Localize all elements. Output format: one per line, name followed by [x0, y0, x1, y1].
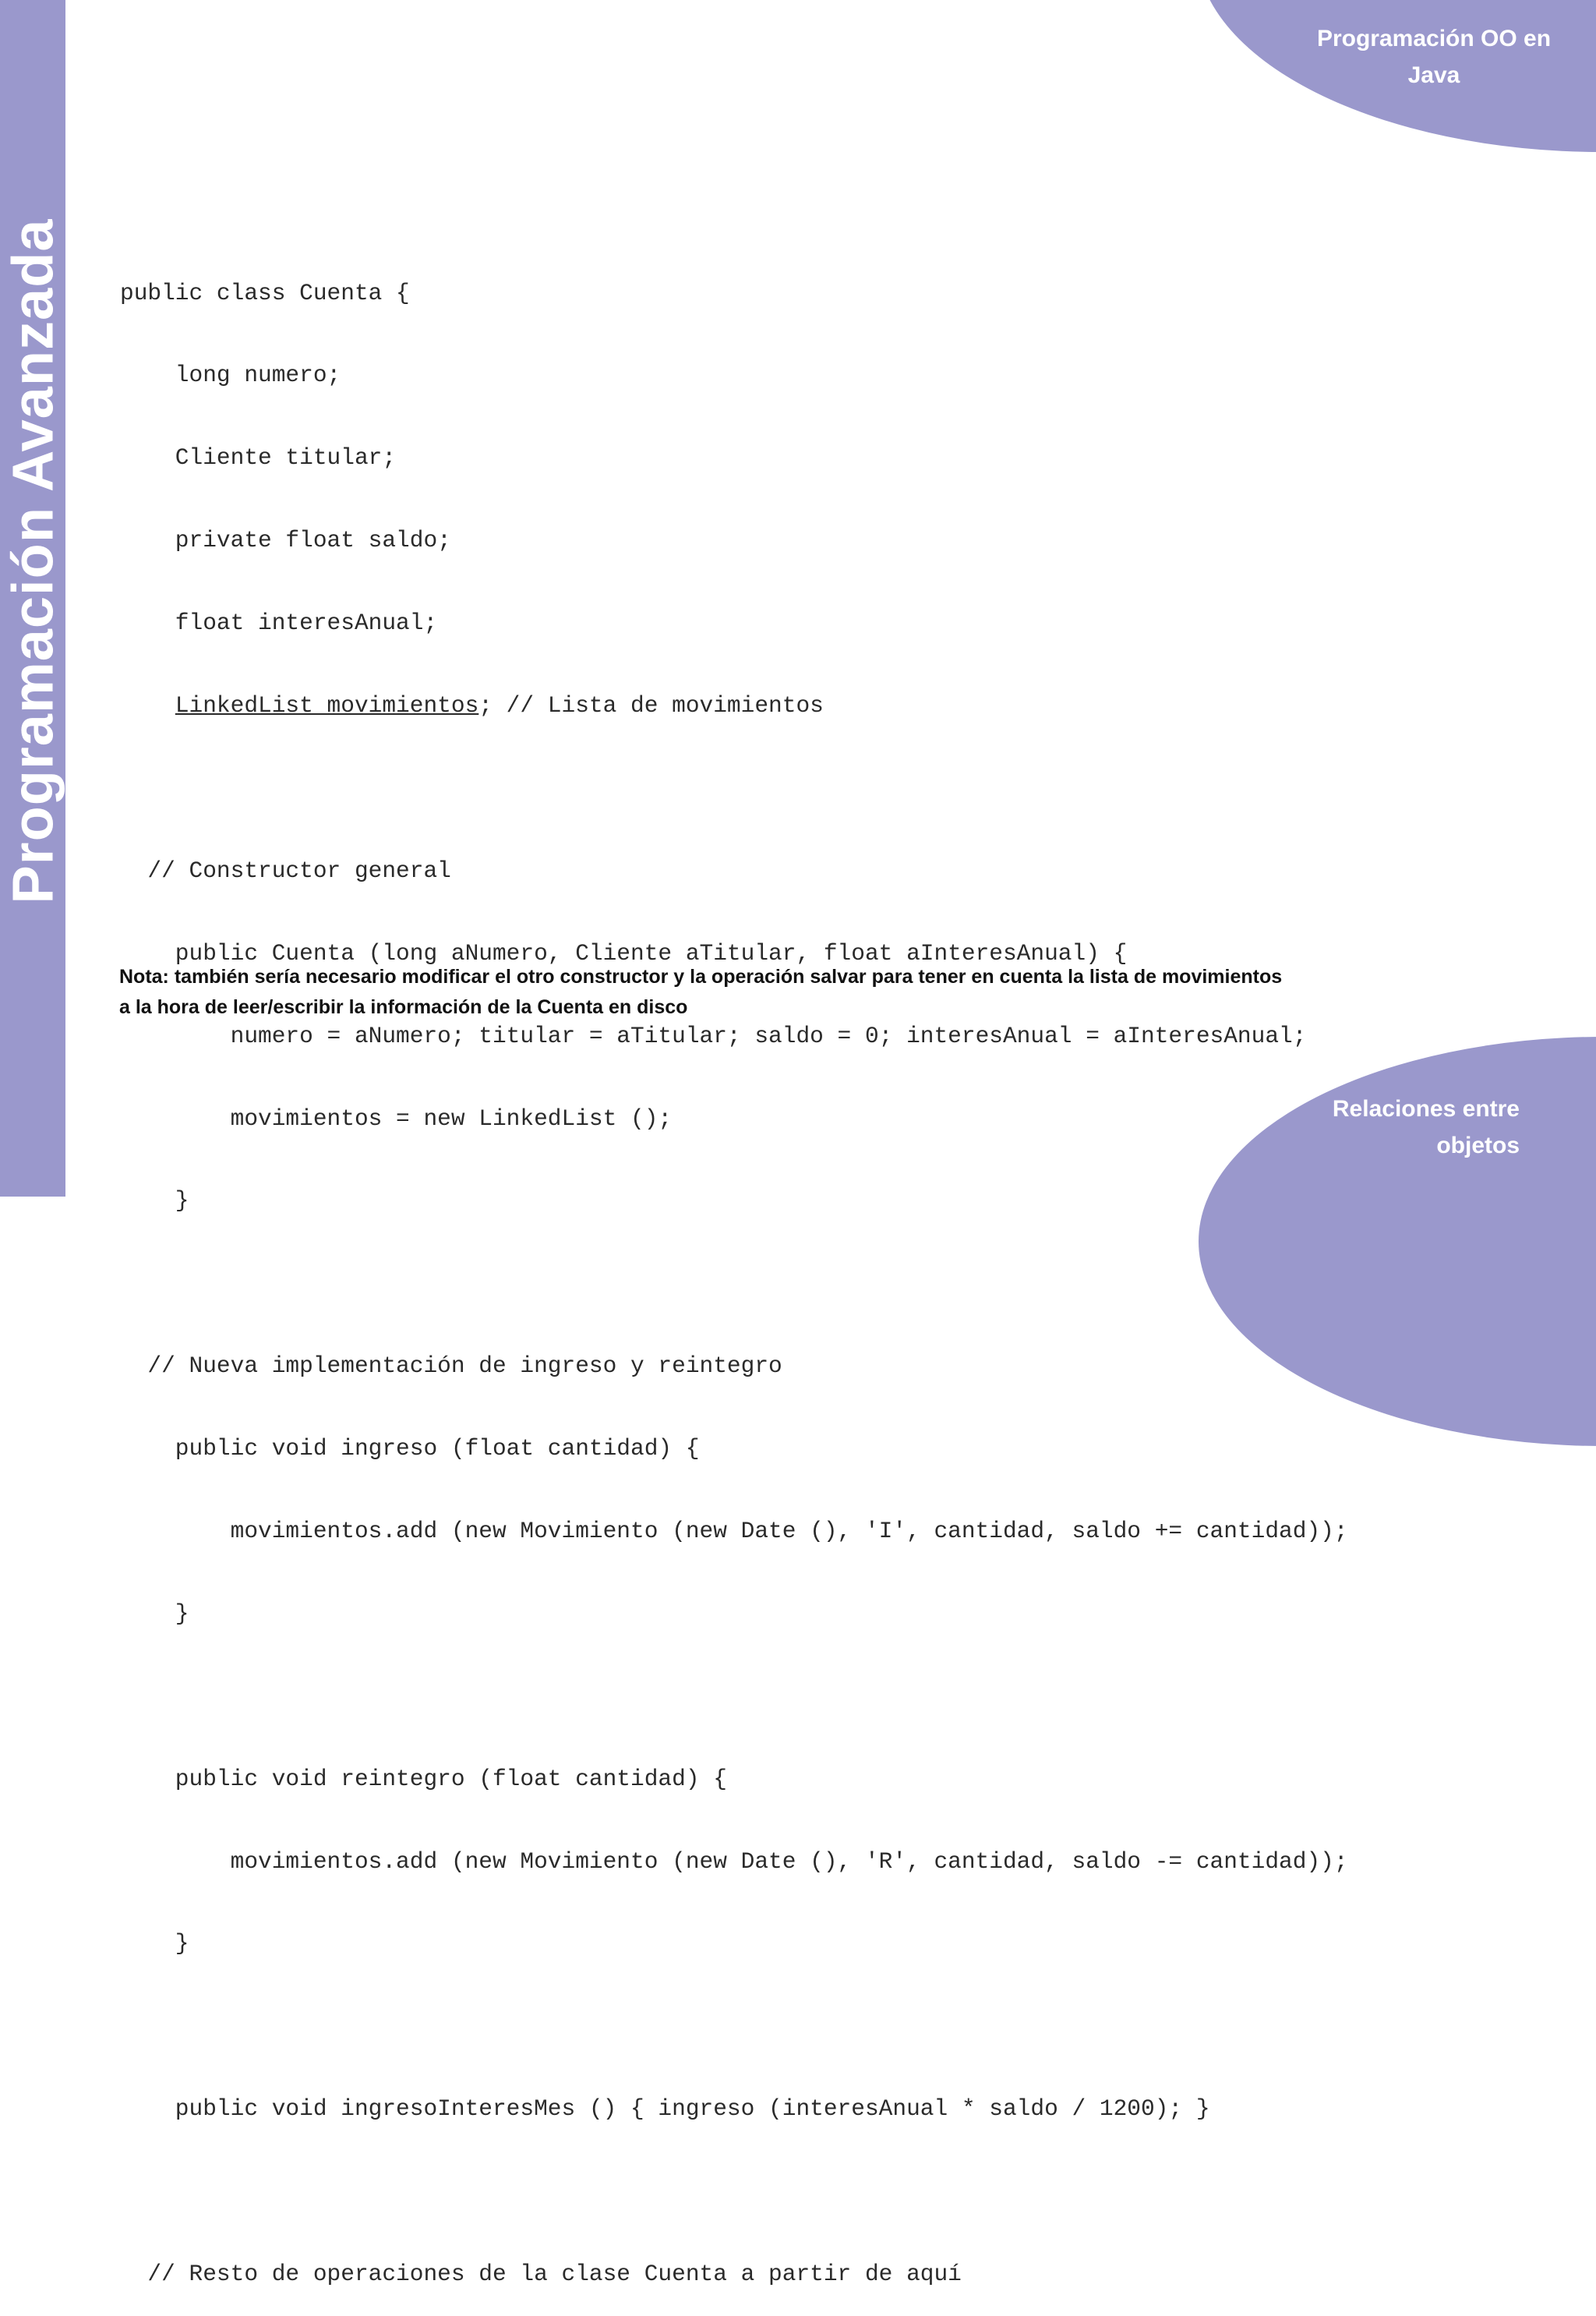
code-line: public class Cuenta { — [120, 279, 410, 306]
code-line — [120, 1683, 1348, 1710]
code-line-linkedlist — [120, 692, 1348, 720]
code-line: long numero; — [120, 362, 341, 389]
code-line: private float saldo; — [120, 527, 451, 554]
code-line: public void ingreso (float cantidad) { — [120, 1435, 700, 1462]
code-line: movimientos.add (new Movimiento (new Date (), 'R', cantidad, saldo -= cantidad)); — [120, 1847, 1348, 1875]
code-line: } — [120, 1187, 189, 1215]
code-line: movimientos = new LinkedList (); — [120, 1105, 673, 1132]
code-line: } — [120, 1600, 189, 1627]
code-line: public Cuenta (long aNumero, Cliente aTitular, float aInteresAnual) { — [120, 939, 1128, 967]
code-line — [120, 775, 1348, 802]
code-line — [120, 2178, 1348, 2205]
code-line: // Nueva implementación de ingreso y reintegro — [120, 1352, 782, 1380]
code-line: numero = aNumero; titular = aTitular; saldo = 0; interesAnual = aInteresAnual; — [120, 1022, 1307, 1049]
code-underlined-declaration: LinkedList movimientos — [175, 692, 479, 720]
note-line1: Nota: también sería necesario modificar el otro constructor y la operación salvar para tener en cuenta la lista de movimientos — [119, 966, 1283, 988]
code-line: // Resto de operaciones de la clase Cuenta a partir de aquí — [120, 2260, 962, 2287]
code-line: float interesAnual; — [120, 610, 438, 637]
code-indent — [120, 692, 175, 719]
note-line2: a la hora de leer/escribir la información de la Cuenta en disco — [119, 996, 688, 1018]
side-title: Programación Avanzada — [0, 218, 65, 904]
section-title-line2: objetos — [1436, 1133, 1520, 1158]
note-text — [119, 962, 1491, 1023]
code-line: public void ingresoInteresMes () { ingreso (interesAnual * saldo / 1200); } — [120, 2095, 1210, 2123]
header-title — [1278, 20, 1590, 94]
section-title-line1: Relaciones entre — [1332, 1096, 1520, 1122]
code-line: movimientos.add (new Movimiento (new Date (), 'I', cantidad, saldo += cantidad)); — [120, 1517, 1348, 1544]
code-block — [120, 225, 1348, 2316]
code-line: public void reintegro (float cantidad) { — [120, 1765, 727, 1792]
code-line: } — [120, 1930, 189, 1957]
code-line — [120, 1270, 1348, 1297]
side-bar — [0, 0, 65, 1197]
code-line: Cliente titular; — [120, 444, 397, 472]
code-line — [120, 2013, 1348, 2040]
header-title-line1: Programación OO en — [1316, 26, 1552, 51]
header-title-line2: Java — [1407, 62, 1460, 88]
code-comment: ; // Lista de movimientos — [478, 692, 824, 720]
code-line: // Constructor general — [120, 857, 451, 884]
